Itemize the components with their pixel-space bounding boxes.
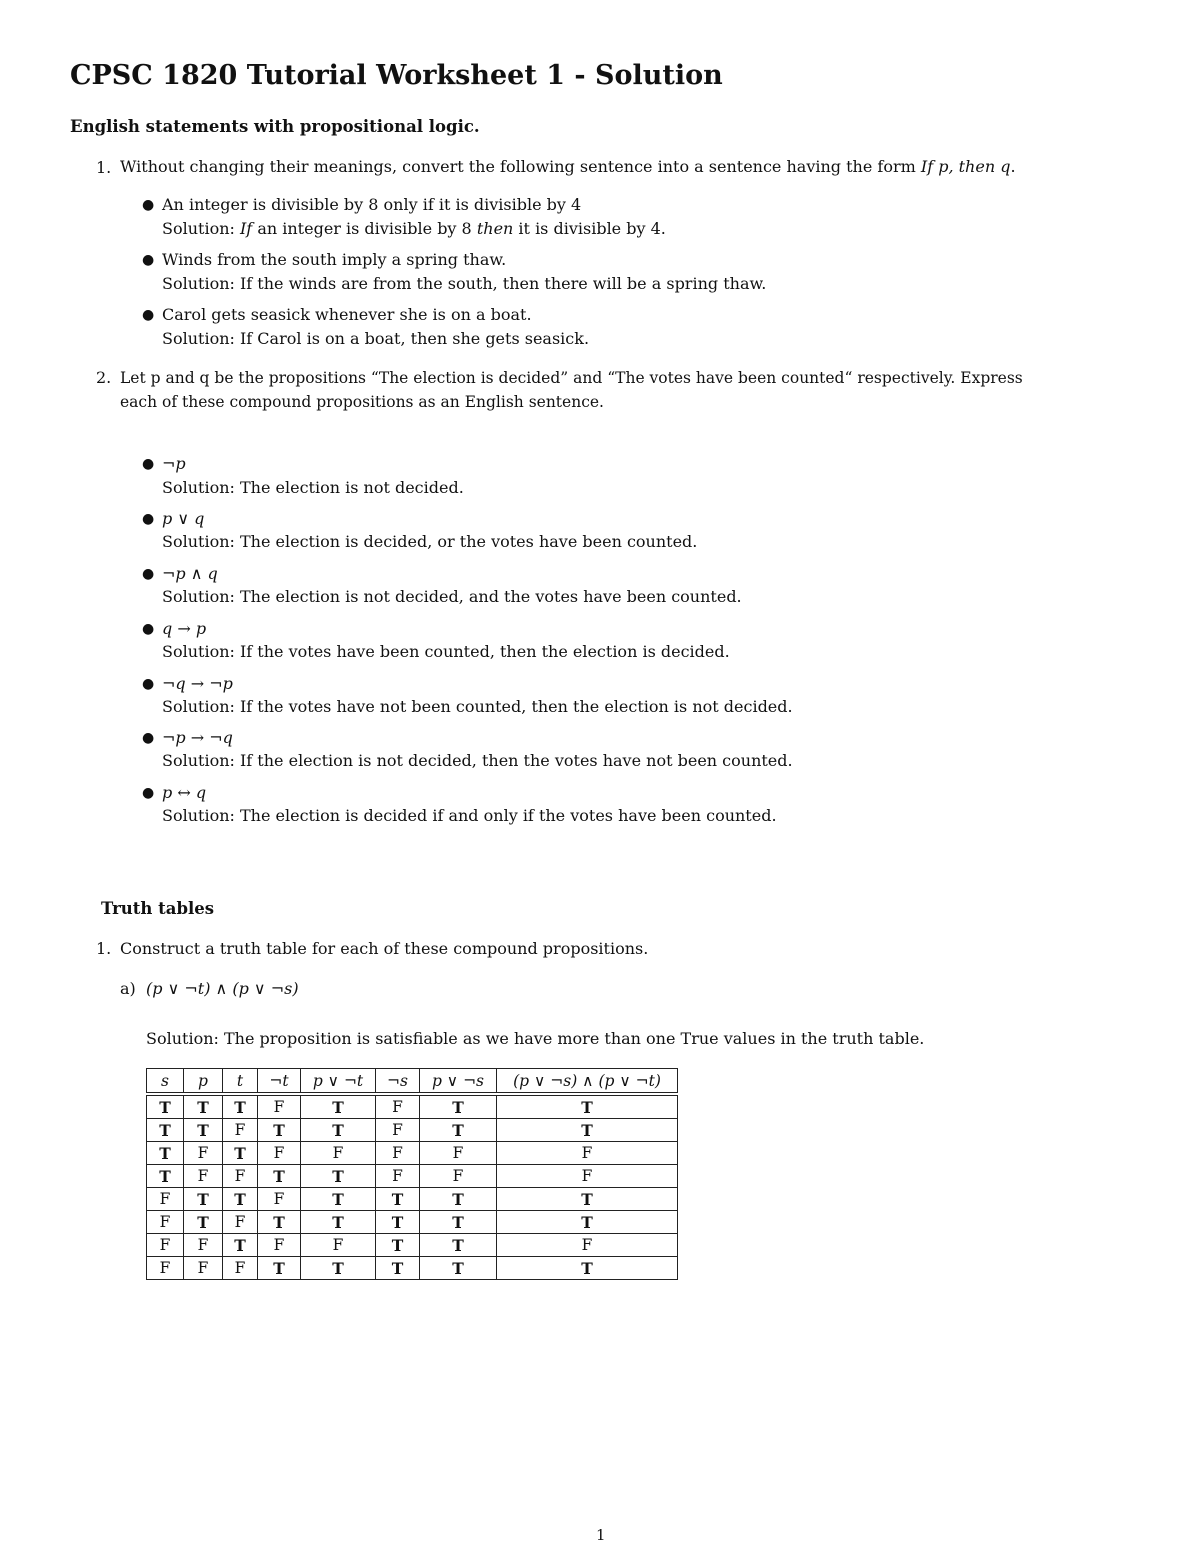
table-cell: T — [420, 1257, 497, 1280]
bullet-icon: ● — [142, 456, 155, 472]
table-cell: F — [184, 1234, 223, 1257]
table-cell: T — [376, 1257, 420, 1280]
table-cell: T — [223, 1094, 258, 1119]
table-cell: T — [258, 1257, 301, 1280]
table-header-row — [147, 1069, 678, 1095]
question-number: 2. — [96, 368, 112, 387]
table-cell: T — [497, 1119, 678, 1142]
expression: (p ∨ ¬t) ∧ (p ∨ ¬s) — [146, 979, 299, 998]
table-cell: T — [301, 1094, 376, 1119]
table-cell: T — [147, 1165, 184, 1188]
table-cell: F — [184, 1165, 223, 1188]
column-header: p ∨ ¬s — [420, 1069, 497, 1095]
solution: Solution: If the election is not decided, then the votes have not been counted. — [162, 751, 793, 770]
solution: Solution: The election is not decided, and the votes have been counted. — [162, 587, 742, 606]
table-cell: F — [376, 1119, 420, 1142]
table-cell: T — [497, 1257, 678, 1280]
statement: An integer is divisible by 8 only if it is divisible by 4 — [162, 195, 582, 214]
expression: ¬p — [162, 454, 186, 473]
page-number: 1 — [596, 1526, 606, 1544]
expression: ¬p → ¬q — [162, 728, 233, 747]
table-cell: T — [420, 1094, 497, 1119]
table-cell: F — [184, 1257, 223, 1280]
expression: p ∨ q — [162, 509, 205, 528]
table-cell: T — [147, 1142, 184, 1165]
column-header: ¬s — [376, 1069, 420, 1095]
table-row — [147, 1142, 678, 1165]
solution: Solution: The election is decided, or the votes have been counted. — [162, 532, 698, 551]
table-cell: T — [301, 1211, 376, 1234]
solution: Solution: If the winds are from the south, then there will be a spring thaw. — [162, 274, 767, 293]
table-cell: F — [258, 1234, 301, 1257]
table-cell: F — [147, 1188, 184, 1211]
table-cell: F — [223, 1165, 258, 1188]
table-cell: T — [376, 1211, 420, 1234]
table-cell: F — [420, 1165, 497, 1188]
question-text-post: . — [1010, 157, 1016, 176]
table-cell: T — [258, 1119, 301, 1142]
table-cell: F — [258, 1188, 301, 1211]
table-cell: T — [223, 1234, 258, 1257]
table-cell: F — [420, 1142, 497, 1165]
table-cell: F — [223, 1119, 258, 1142]
bullet-icon: ● — [142, 676, 155, 692]
expression: ¬q → ¬p — [162, 674, 233, 693]
bullet-icon: ● — [142, 252, 155, 268]
table-cell: F — [184, 1142, 223, 1165]
table-cell: F — [223, 1257, 258, 1280]
solution: Solution: The election is decided if and only if the votes have been counted. — [162, 806, 777, 825]
table-cell: F — [147, 1257, 184, 1280]
bullet-icon: ● — [142, 785, 155, 801]
table-cell: F — [376, 1094, 420, 1119]
table-cell: T — [223, 1188, 258, 1211]
statement: Winds from the south imply a spring thaw. — [162, 250, 507, 269]
solution-end: it is divisible by 4. — [513, 219, 666, 238]
table-row — [147, 1119, 678, 1142]
question-text: Let p and q be the propositions “The election is decided” and “The votes have been counted“ respectively. Express — [120, 369, 1023, 387]
expression: ¬p ∧ q — [162, 564, 218, 583]
solution: Solution: If Carol is on a boat, then she gets seasick. — [162, 329, 590, 348]
part-label: a) — [120, 979, 136, 998]
table-cell: F — [376, 1142, 420, 1165]
page-title: CPSC 1820 Tutorial Worksheet 1 - Solution — [70, 60, 723, 91]
table-cell: T — [184, 1188, 223, 1211]
table-cell: F — [497, 1142, 678, 1165]
table-cell: T — [258, 1211, 301, 1234]
table-row — [147, 1211, 678, 1234]
question-number: 1. — [96, 939, 112, 958]
question-text: each of these compound propositions as an English sentence. — [120, 393, 604, 411]
bullet-icon: ● — [142, 307, 155, 323]
solution-label: Solution: — [162, 219, 240, 238]
table-cell: T — [497, 1094, 678, 1119]
table-cell: F — [258, 1094, 301, 1119]
table-cell: T — [184, 1094, 223, 1119]
table-cell: T — [147, 1119, 184, 1142]
table-cell: F — [147, 1234, 184, 1257]
question-number: 1. — [96, 158, 112, 177]
table-cell: T — [301, 1119, 376, 1142]
table-cell: F — [147, 1211, 184, 1234]
table-row — [147, 1234, 678, 1257]
table-row — [147, 1094, 678, 1119]
table-cell: T — [301, 1165, 376, 1188]
solution-then: then — [476, 219, 514, 238]
table-cell: T — [420, 1188, 497, 1211]
bullet-icon: ● — [142, 730, 155, 746]
column-header: ¬t — [258, 1069, 301, 1095]
table-cell: T — [420, 1119, 497, 1142]
section-heading-english: English statements with propositional logic. — [70, 117, 480, 136]
table-cell: F — [497, 1165, 678, 1188]
bullet-icon: ● — [142, 511, 155, 527]
table-row — [147, 1257, 678, 1280]
question-form: If p, then q — [920, 157, 1011, 176]
table-cell: F — [497, 1234, 678, 1257]
table-cell: T — [497, 1188, 678, 1211]
statement: Carol gets seasick whenever she is on a boat. — [162, 305, 532, 324]
solution-if: If — [239, 219, 253, 238]
expression: p ↔ q — [162, 783, 207, 802]
bullet-icon: ● — [142, 197, 155, 213]
table-cell: T — [497, 1211, 678, 1234]
table-cell: T — [301, 1188, 376, 1211]
table-row — [147, 1188, 678, 1211]
table-cell: F — [301, 1234, 376, 1257]
bullet-icon: ● — [142, 621, 155, 637]
solution — [162, 218, 666, 240]
table-cell: T — [301, 1257, 376, 1280]
solution: Solution: The election is not decided. — [162, 478, 464, 497]
table-cell: T — [147, 1094, 184, 1119]
table-cell: T — [376, 1188, 420, 1211]
solution-mid: an integer is divisible by 8 — [252, 219, 477, 238]
question-text: Construct a truth table for each of these compound propositions. — [120, 939, 649, 958]
table-row — [147, 1165, 678, 1188]
table-cell: T — [420, 1234, 497, 1257]
column-header: p ∨ ¬t — [301, 1069, 376, 1095]
column-header: p — [184, 1069, 223, 1095]
table-cell: F — [376, 1165, 420, 1188]
column-header: s — [147, 1069, 184, 1095]
truth-table-body — [147, 1094, 678, 1280]
solution: Solution: The proposition is satisfiable as we have more than one True values in the truth table. — [146, 1029, 925, 1048]
table-cell: F — [223, 1211, 258, 1234]
table-cell: T — [258, 1165, 301, 1188]
solution: Solution: If the votes have not been counted, then the election is not decided. — [162, 697, 793, 716]
table-cell: F — [258, 1142, 301, 1165]
bullet-icon: ● — [142, 566, 155, 582]
section-heading-truth-tables: Truth tables — [101, 899, 215, 918]
expression: q → p — [162, 619, 207, 638]
table-cell: T — [223, 1142, 258, 1165]
solution: Solution: If the votes have been counted, then the election is decided. — [162, 642, 730, 661]
table-cell: T — [376, 1234, 420, 1257]
truth-table — [146, 1068, 678, 1280]
table-cell: F — [301, 1142, 376, 1165]
question-text-pre: Without changing their meanings, convert the following sentence into a sentence having the form — [120, 157, 921, 176]
table-cell: T — [184, 1119, 223, 1142]
question-text — [120, 156, 1016, 178]
column-header: t — [223, 1069, 258, 1095]
table-cell: T — [420, 1211, 497, 1234]
table-cell: T — [184, 1211, 223, 1234]
column-header: (p ∨ ¬s) ∧ (p ∨ ¬t) — [497, 1069, 678, 1095]
